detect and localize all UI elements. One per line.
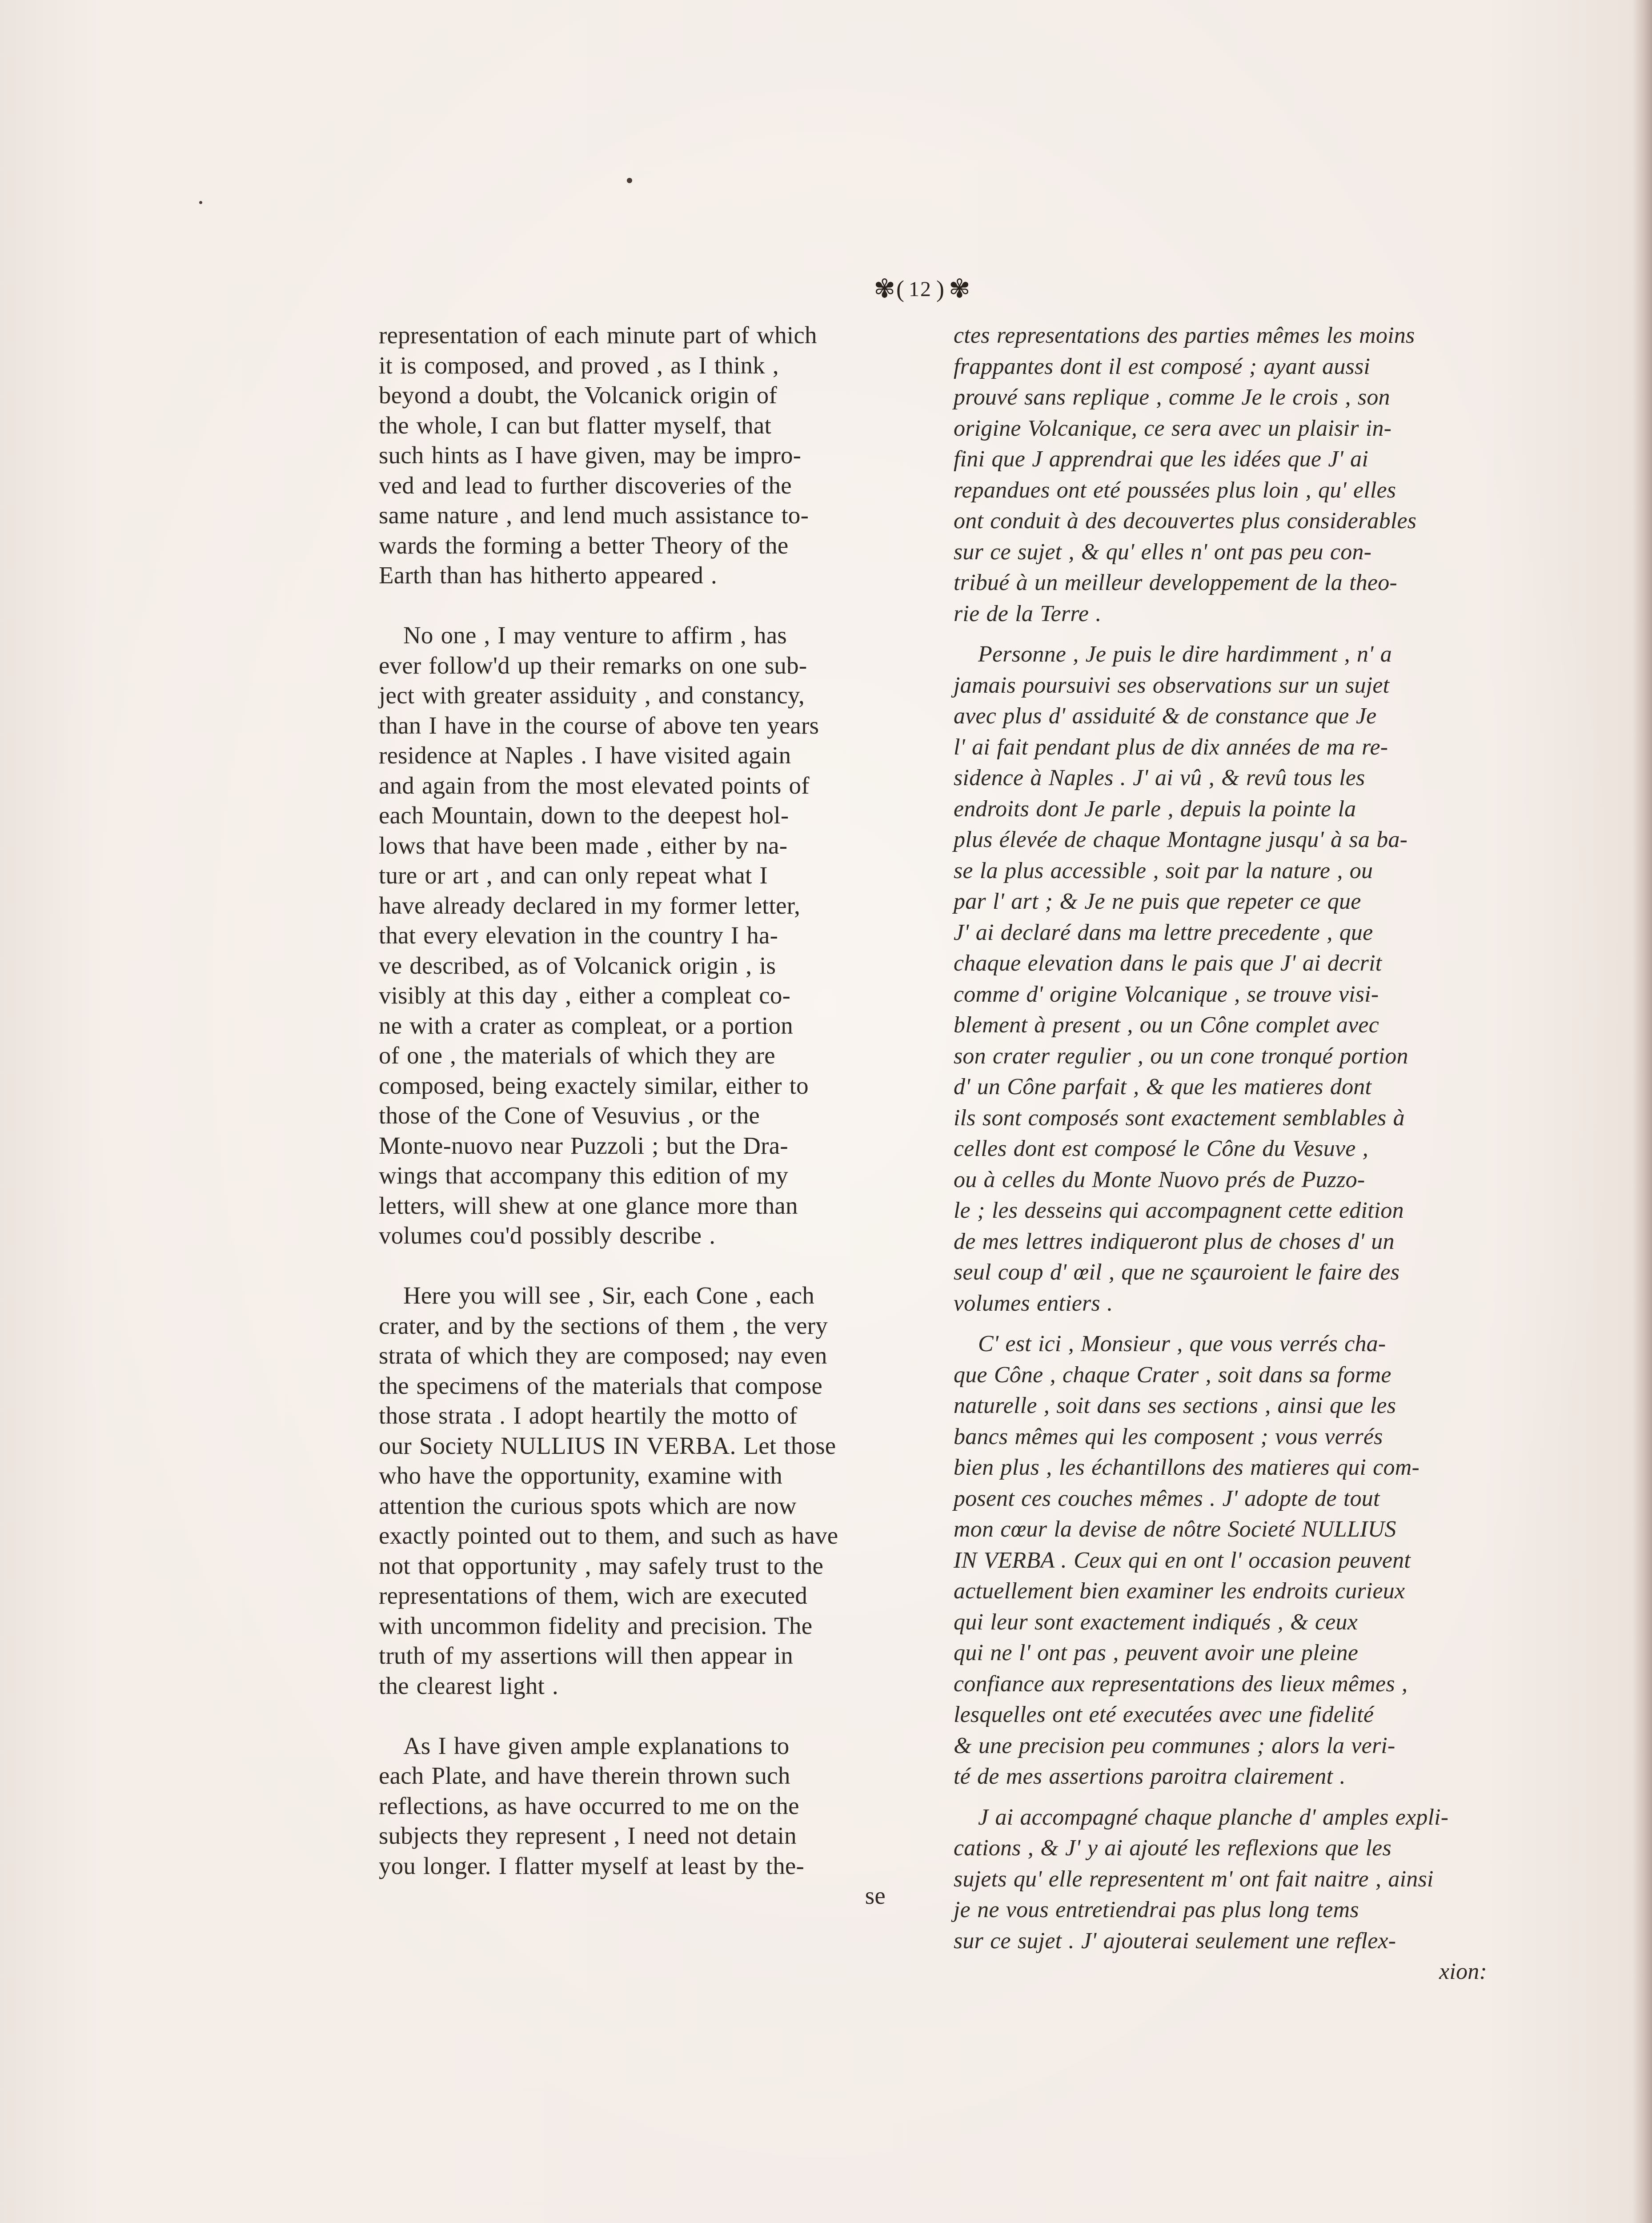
english-line: No one , I may venture to affirm , has [403,622,787,649]
french-line: repandues ont eté poussées plus loin , qu' elles [954,477,1396,503]
english-line: residence at Naples . I have visited again [379,742,791,769]
french-line: posent ces couches mêmes . J' adopte de tout [954,1485,1380,1511]
french-line: qui ne l' ont pas , peuvent avoir une pleine [954,1640,1359,1665]
french-line: blement à present , ou un Cône complet avec [954,1012,1379,1038]
french-line: & une precision peu communes ; alors la veri- [954,1733,1395,1758]
french-line: que Cône , chaque Crater , soit dans sa forme [954,1362,1391,1388]
english-line: wards the forming a better Theory of the [379,531,789,559]
english-line: of one , the materials of which they are [379,1042,775,1069]
english-line: ject with greater assiduity , and constancy, [379,682,805,709]
french-paragraph-1 [954,320,1487,629]
page-edge-shadow [1632,0,1652,2223]
french-line: J ai accompagné chaque planche d' amples expli- [978,1804,1449,1830]
english-line: the specimens of the materials that compose [379,1372,822,1399]
french-catchword: xion: [1439,1959,1487,1984]
english-line: those of the Cone of Vesuvius , or the [379,1102,760,1129]
english-paragraph-4 [379,1731,886,1881]
english-line: such hints as I have given, may be impro- [379,441,802,469]
french-line: ou à celles du Monte Nuovo prés de Puzzo- [954,1167,1365,1192]
english-line: that every elevation in the country I ha- [379,922,778,949]
french-line: volumes entiers . [954,1290,1113,1316]
french-line: J' ai declaré dans ma lettre precedente , que [954,919,1373,945]
english-line: representation of each minute part of which [379,321,817,349]
english-catchword: se [865,1882,886,1909]
english-line: who have the opportunity, examine with [379,1462,782,1489]
english-line: each Mountain, down to the deepest hol- [379,802,789,829]
english-line: strata of which they are composed; nay even [379,1342,827,1369]
french-line: sur ce sujet , & qu' elles n' ont pas peu con- [954,539,1372,565]
french-line: comme d' origine Volcanique , se trouve visi- [954,981,1379,1007]
english-line: visibly at this day , either a compleat co- [379,982,791,1009]
french-paragraph-2 [954,639,1487,1319]
page-number: 12 [909,277,932,301]
english-line: Here you will see , Sir, each Cone , each [403,1282,814,1309]
ink-speck [627,178,632,183]
french-line: tribué à un meilleur developpement de la theo- [954,570,1397,595]
english-line: lows that have been made , either by na- [379,831,788,859]
french-line: endroits dont Je parle , depuis la pointe la [954,796,1356,822]
french-line: prouvé sans replique , comme Je le crois , son [954,385,1390,410]
english-line: those strata . I adopt heartily the motto of [379,1402,798,1429]
english-line: Earth than has hitherto appeared . [379,562,717,589]
english-line: attention the curious spots which are now [379,1492,797,1519]
french-line: celles dont est composé le Cône du Vesuve , [954,1136,1368,1161]
french-line: actuellement bien examiner les endroits curieux [954,1578,1405,1604]
english-line: subjects they represent , I need not detain [379,1822,797,1849]
english-line: not that opportunity , may safely trust to the [379,1552,824,1579]
french-line: origine Volcanique, ce sera avec un plaisir in- [954,415,1392,441]
french-line: té de mes assertions paroitra clairement . [954,1764,1346,1789]
english-line: than I have in the course of above ten years [379,711,819,739]
fleuron-right-icon: ✾ [948,274,967,303]
page-header [827,271,1014,307]
french-line: qui leur sont exactement indiqués , & ceux [954,1609,1358,1635]
english-line: same nature , and lend much assistance to- [379,502,809,529]
french-line: son crater regulier , ou un cone tronqué portion [954,1043,1408,1069]
french-line: ils sont composés sont exactement semblables à [954,1105,1405,1131]
close-paren: ) [936,276,944,302]
english-line: and again from the most elevated points of [379,771,810,799]
english-line: ture or art , and can only repeat what I [379,862,768,889]
ink-speck [199,201,202,204]
english-paragraph-2 [379,620,886,1251]
french-line: par l' art ; & Je ne puis que repeter ce que [954,889,1361,914]
french-line: plus élevée de chaque Montagne jusqu' à sa ba- [954,827,1408,852]
french-line: avec plus d' assiduité & de constance que Je [954,703,1377,729]
english-line: reflections, as have occurred to me on the [379,1792,799,1819]
english-line: the clearest light . [379,1672,558,1699]
english-line: volumes cou'd possibly describe . [379,1222,716,1249]
english-line: with uncommon fidelity and precision. The [379,1612,813,1639]
french-line: confiance aux representations des lieux mêmes , [954,1671,1408,1697]
french-line: IN VERBA . Ceux qui en ont l' occasion peuvent [954,1547,1411,1573]
french-line: sujets qu' elle representent m' ont fait naitre , ainsi [954,1866,1434,1892]
french-line: se la plus accessible , soit par la nature , ou [954,858,1373,883]
french-line: cations , & J' y ai ajouté les reflexions que les [954,1835,1391,1861]
fleuron-left-icon: ✾ [874,274,892,303]
french-line: de mes lettres indiqueront plus de choses d' un [954,1228,1395,1254]
french-line: sidence à Naples . J' ai vû , & revû tous les [954,765,1365,790]
french-line: seul coup d' œil , que ne sçauroient le faire des [954,1260,1400,1285]
english-line: exactly pointed out to them, and such as have [379,1522,838,1549]
english-line: ved and lead to further discoveries of the [379,471,792,499]
english-paragraph-1 [379,320,886,590]
english-line: truth of my assertions will then appear in [379,1642,794,1669]
french-line: d' un Cône parfait , & que les matieres dont [954,1074,1372,1099]
french-line: bancs mêmes qui les composent ; vous verrés [954,1424,1383,1449]
french-line: sur ce sujet . J' ajouterai seulement une reflex- [954,1928,1396,1954]
french-line: ont conduit à des decouvertes plus considerables [954,508,1417,534]
french-line: le ; les desseins qui accompagnent cette edition [954,1198,1404,1223]
french-line: naturelle , soit dans ses sections , ainsi que les [954,1393,1396,1418]
french-line: ctes representations des parties mêmes les moins [954,323,1415,348]
french-line: l' ai fait pendant plus de dix années de ma re- [954,734,1388,760]
french-line: frappantes dont il est composé ; ayant aussi [954,353,1371,379]
english-line: it is composed, and proved , as I think , [379,351,779,379]
french-line: je ne vous entretiendrai pas plus long tems [954,1897,1359,1922]
english-line: our Society NULLIUS IN VERBA. Let those [379,1432,836,1459]
french-paragraph-3 [954,1328,1487,1792]
english-line: the whole, I can but flatter myself, that [379,411,771,439]
english-line: crater, and by the sections of them , the very [379,1312,828,1339]
french-line: lesquelles ont eté executées avec une fidelité [954,1702,1374,1727]
english-line: have already declared in my former letter, [379,891,801,919]
french-line: rie de la Terre . [954,601,1102,626]
english-line: ne with a crater as compleat, or a portion [379,1011,793,1039]
english-line: letters, will shew at one glance more than [379,1192,798,1219]
french-line: C' est ici , Monsieur , que vous verrés cha- [978,1331,1386,1356]
english-line: you longer. I flatter myself at least by the- [379,1852,805,1879]
english-line: As I have given ample explanations to [403,1732,790,1759]
english-column [379,320,886,1911]
english-line: ever follow'd up their remarks on one sub- [379,651,807,679]
french-line: fini que J apprendrai que les idées que J' ai [954,446,1368,472]
english-line: each Plate, and have therein thrown such [379,1762,790,1789]
french-line: mon cœur la devise de nôtre Societé NULLIUS [954,1517,1396,1542]
english-line: representations of them, wich are executed [379,1582,808,1609]
english-line: composed, being exactely similar, either to [379,1071,809,1099]
french-line: Personne , Je puis le dire hardimment , n' a [978,642,1392,667]
french-paragraph-4 [954,1802,1487,1957]
french-line: bien plus , les échantillons des matieres qui com- [954,1455,1420,1480]
english-line: Monte-nuovo near Puzzoli ; but the Dra- [379,1132,788,1159]
english-paragraph-3 [379,1280,886,1701]
english-line: beyond a doubt, the Volcanick origin of [379,381,777,409]
open-paren: ( [896,276,904,302]
french-line: chaque elevation dans le pais que J' ai decrit [954,951,1382,976]
french-line: jamais poursuivi ses observations sur un sujet [954,672,1390,698]
french-column [954,320,1487,1987]
english-line: ve described, as of Volcanick origin , is [379,951,776,979]
english-line: wings that accompany this edition of my [379,1162,788,1189]
